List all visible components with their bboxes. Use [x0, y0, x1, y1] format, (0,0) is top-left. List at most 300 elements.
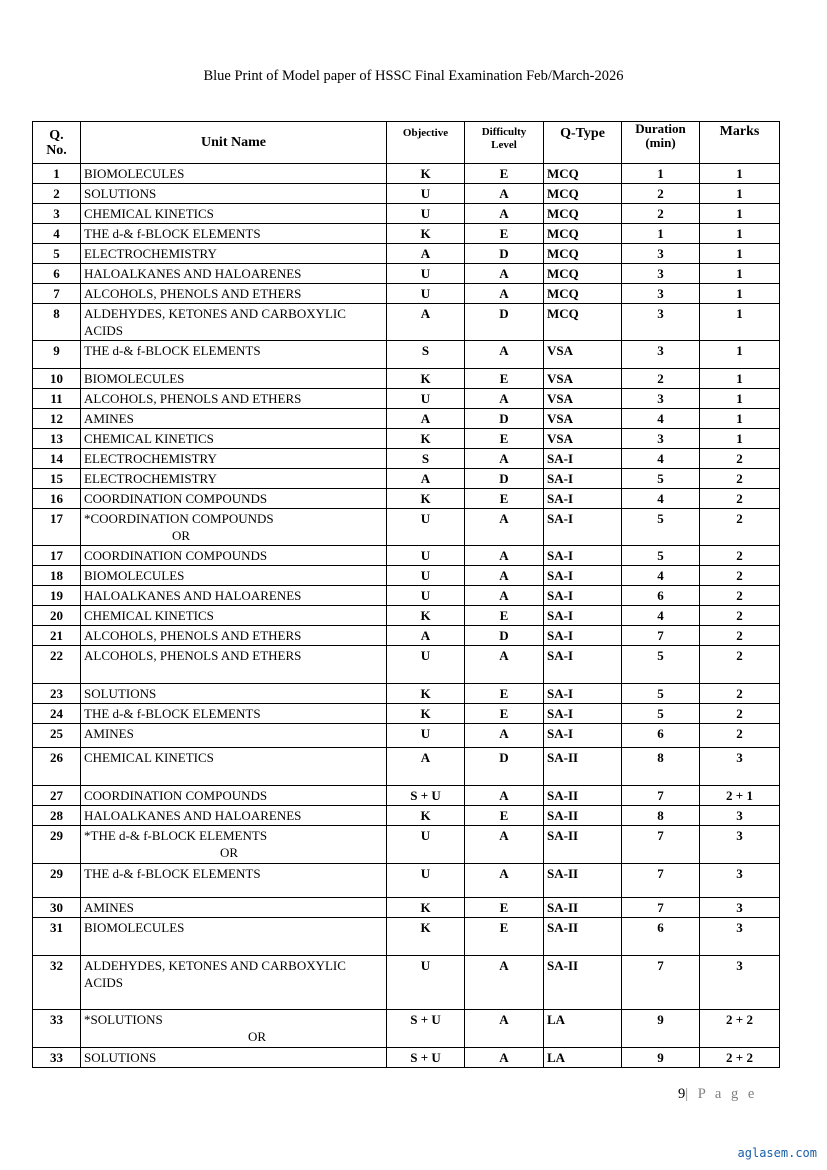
row-objective-text: A [420, 306, 431, 321]
row-unit-name-text: ALCOHOLS, PHENOLS AND ETHERS [84, 648, 302, 663]
row-qno-text: 19 [50, 588, 63, 603]
row-marks [700, 646, 780, 684]
row-difficulty [465, 606, 544, 626]
row-qno-text: 7 [53, 286, 60, 301]
row-qno-text: 20 [50, 608, 63, 623]
row-marks [700, 898, 780, 918]
row-marks-text: 1 [736, 343, 743, 358]
row-marks [700, 1048, 780, 1068]
row-unit-name [81, 806, 387, 826]
row-unit-name-text: BIOMOLECULES [84, 166, 185, 181]
row-objective [387, 586, 465, 606]
row-qno [33, 626, 81, 646]
row-qno [33, 264, 81, 284]
row-difficulty [465, 898, 544, 918]
row-difficulty [465, 369, 544, 389]
row-difficulty [465, 509, 544, 546]
table-row [33, 566, 780, 586]
row-objective-text: K [420, 808, 431, 823]
row-qno-text: 17 [50, 548, 63, 563]
row-objective-text: S + U [410, 1050, 441, 1065]
row-objective-text: U [420, 828, 431, 843]
row-objective [387, 469, 465, 489]
row-objective [387, 449, 465, 469]
row-qtype [544, 304, 622, 341]
row-marks [700, 806, 780, 826]
row-objective-text: U [420, 588, 431, 603]
row-unit-name-text: HALOALKANES AND HALOARENES [84, 266, 302, 281]
row-qno-text: 25 [50, 726, 63, 741]
row-difficulty-text: A [499, 343, 509, 358]
row-duration [622, 409, 700, 429]
row-qno [33, 224, 81, 244]
row-difficulty [465, 489, 544, 509]
row-difficulty [465, 284, 544, 304]
row-qtype-text: MCQ [547, 266, 579, 281]
row-unit-name [81, 786, 387, 806]
row-qtype [544, 786, 622, 806]
row-marks-text: 2 [736, 471, 743, 486]
row-qtype-text: SA-I [547, 706, 574, 721]
row-objective [387, 786, 465, 806]
row-marks [700, 566, 780, 586]
row-unit-name-text: CHEMICAL KINETICS [84, 608, 214, 623]
footer-watermark: aglasem.com [737, 1146, 817, 1160]
row-difficulty [465, 304, 544, 341]
row-unit-name [81, 724, 387, 748]
row-unit-name [81, 566, 387, 586]
row-marks-text: 3 [736, 828, 743, 843]
row-objective-text: A [420, 246, 431, 261]
row-marks-text: 2 [736, 548, 743, 563]
row-objective [387, 646, 465, 684]
header-unit-name: Unit Name [81, 122, 387, 164]
row-objective-text: A [420, 750, 431, 765]
row-unit-name [81, 1010, 387, 1048]
row-qtype-text: SA-I [547, 608, 574, 623]
row-marks-text: 2 [736, 686, 743, 701]
row-difficulty-text: A [499, 266, 509, 281]
row-duration-text: 4 [657, 568, 664, 583]
row-objective-text: U [420, 958, 431, 973]
row-marks-text: 3 [736, 750, 743, 765]
blueprint-table [32, 121, 780, 1068]
row-qtype-text: SA-II [547, 788, 579, 803]
row-marks-text: 2 [736, 568, 743, 583]
row-qtype-text: SA-II [547, 808, 579, 823]
row-qtype-text: MCQ [547, 246, 579, 261]
row-duration [622, 1048, 700, 1068]
row-marks-text: 3 [736, 866, 743, 881]
row-qno [33, 704, 81, 724]
row-or-text: OR [172, 528, 191, 543]
header-marks: Marks [700, 122, 780, 164]
row-qtype [544, 864, 622, 898]
row-qno [33, 898, 81, 918]
row-duration-text: 8 [657, 808, 664, 823]
row-objective-text: S + U [410, 788, 441, 803]
row-difficulty-text: D [499, 306, 509, 321]
row-objective-text: S [421, 451, 430, 466]
row-marks [700, 284, 780, 304]
row-qtype [544, 184, 622, 204]
row-unit-name [81, 244, 387, 264]
row-marks-text: 1 [736, 371, 743, 386]
row-objective [387, 806, 465, 826]
row-qno [33, 546, 81, 566]
row-unit-name [81, 449, 387, 469]
row-objective [387, 389, 465, 409]
row-marks [700, 586, 780, 606]
row-qno [33, 469, 81, 489]
row-difficulty-text: A [499, 206, 509, 221]
row-unit-name [81, 646, 387, 684]
page-number [678, 1086, 757, 1103]
row-objective [387, 748, 465, 786]
row-difficulty-text: A [499, 866, 509, 881]
row-qtype-text: VSA [547, 391, 574, 406]
row-duration [622, 786, 700, 806]
row-objective [387, 826, 465, 864]
page-label: | P a g e [685, 1086, 758, 1102]
row-difficulty [465, 806, 544, 826]
row-marks-text: 3 [736, 808, 743, 823]
row-difficulty-text: E [499, 431, 509, 446]
row-objective-text: U [420, 726, 431, 741]
row-duration-text: 7 [657, 828, 664, 843]
row-qno [33, 566, 81, 586]
row-qtype-text: SA-II [547, 958, 579, 973]
row-qtype [544, 606, 622, 626]
row-marks-text: 1 [736, 391, 743, 406]
row-difficulty-text: E [499, 166, 509, 181]
row-objective-text: U [420, 206, 431, 221]
row-qtype [544, 224, 622, 244]
row-marks-text: 2 + 2 [726, 1050, 753, 1065]
row-unit-name-text: ALCOHOLS, PHENOLS AND ETHERS [84, 628, 302, 643]
row-qtype [544, 264, 622, 284]
row-qno-text: 1 [53, 166, 60, 181]
row-unit-name [81, 369, 387, 389]
row-difficulty [465, 409, 544, 429]
row-qno-text: 29 [50, 866, 63, 881]
table-row [33, 164, 780, 184]
row-difficulty [465, 566, 544, 586]
table-row [33, 469, 780, 489]
row-qno-text: 24 [50, 706, 63, 721]
row-qno [33, 724, 81, 748]
row-difficulty [465, 864, 544, 898]
row-objective-text: K [420, 608, 431, 623]
row-duration-text: 4 [657, 451, 664, 466]
header-qtype: Q-Type [544, 122, 622, 164]
row-unit-name [81, 684, 387, 704]
row-qtype [544, 489, 622, 509]
row-difficulty [465, 264, 544, 284]
row-duration [622, 684, 700, 704]
row-marks [700, 724, 780, 748]
row-unit-name [81, 864, 387, 898]
row-marks [700, 449, 780, 469]
row-qtype [544, 646, 622, 684]
row-objective-text: K [420, 166, 431, 181]
row-qno [33, 369, 81, 389]
row-difficulty-text: D [499, 750, 509, 765]
row-duration [622, 546, 700, 566]
table-row [33, 704, 780, 724]
row-marks [700, 956, 780, 1010]
row-objective-text: U [420, 568, 431, 583]
row-unit-name-text: COORDINATION COMPOUNDS [84, 788, 268, 803]
row-qtype-text: SA-I [547, 628, 574, 643]
row-marks-text: 1 [736, 246, 743, 261]
row-unit-name-text: THE d-& f-BLOCK ELEMENTS [84, 706, 261, 721]
row-duration [622, 184, 700, 204]
row-unit-name [81, 898, 387, 918]
row-qno [33, 606, 81, 626]
row-marks [700, 429, 780, 449]
table-row [33, 786, 780, 806]
row-duration [622, 898, 700, 918]
row-qtype [544, 748, 622, 786]
row-duration-text: 4 [657, 608, 664, 623]
row-objective [387, 409, 465, 429]
row-qno [33, 864, 81, 898]
row-duration-text: 2 [657, 186, 664, 201]
row-objective-text: A [420, 471, 431, 486]
table-row [33, 224, 780, 244]
row-duration-text: 9 [657, 1050, 664, 1065]
row-difficulty-text: A [499, 186, 509, 201]
row-unit-name-text: SOLUTIONS [84, 686, 157, 701]
header-qno: Q. No. [33, 122, 81, 164]
table-row [33, 546, 780, 566]
row-duration [622, 164, 700, 184]
table-row [33, 284, 780, 304]
row-objective [387, 341, 465, 369]
row-qno [33, 244, 81, 264]
row-duration-text: 4 [657, 491, 664, 506]
row-unit-name-text: *SOLUTIONS [84, 1012, 163, 1027]
row-objective [387, 566, 465, 586]
row-objective-text: A [420, 411, 431, 426]
row-marks [700, 244, 780, 264]
row-unit-name-text: BIOMOLECULES [84, 568, 185, 583]
row-unit-name [81, 918, 387, 956]
row-qtype [544, 956, 622, 1010]
row-difficulty-text: A [499, 511, 509, 526]
row-marks [700, 224, 780, 244]
row-marks-text: 2 [736, 726, 743, 741]
row-marks [700, 626, 780, 646]
row-unit-name-text: CHEMICAL KINETICS [84, 206, 214, 221]
row-difficulty [465, 724, 544, 748]
row-duration [622, 284, 700, 304]
row-unit-name [81, 164, 387, 184]
row-difficulty-text: A [499, 568, 509, 583]
row-difficulty [465, 224, 544, 244]
row-qtype [544, 389, 622, 409]
row-qno [33, 341, 81, 369]
row-marks-text: 2 [736, 451, 743, 466]
row-objective-text: U [420, 648, 431, 663]
row-difficulty [465, 546, 544, 566]
row-objective [387, 164, 465, 184]
row-qno-text: 23 [50, 686, 63, 701]
row-qtype-text: SA-II [547, 866, 579, 881]
row-qno [33, 489, 81, 509]
row-qno-text: 26 [50, 750, 63, 765]
row-difficulty [465, 826, 544, 864]
table-row [33, 1010, 780, 1048]
row-unit-name-text: SOLUTIONS [84, 1050, 157, 1065]
row-qno [33, 204, 81, 224]
row-qno-text: 5 [53, 246, 60, 261]
row-qno-text: 32 [50, 958, 63, 973]
row-unit-name-text: AMINES [84, 726, 134, 741]
row-qtype-text: LA [547, 1050, 566, 1065]
row-marks-text: 2 [736, 608, 743, 623]
row-unit-name-text: AMINES [84, 900, 134, 915]
row-qtype [544, 449, 622, 469]
row-duration-text: 5 [657, 471, 664, 486]
row-qtype-text: SA-I [547, 726, 574, 741]
table-row [33, 449, 780, 469]
row-qtype-text: SA-II [547, 828, 579, 843]
row-duration-text: 2 [657, 371, 664, 386]
row-marks-text: 1 [736, 226, 743, 241]
row-qtype [544, 409, 622, 429]
row-objective [387, 244, 465, 264]
row-qtype [544, 586, 622, 606]
table-row [33, 864, 780, 898]
row-objective-text: K [420, 686, 431, 701]
row-objective-text: K [420, 920, 431, 935]
row-qtype [544, 341, 622, 369]
row-marks-text: 2 [736, 511, 743, 526]
row-difficulty [465, 918, 544, 956]
row-qno-text: 6 [53, 266, 60, 281]
row-marks [700, 304, 780, 341]
row-difficulty-text: E [499, 706, 509, 721]
row-unit-name [81, 469, 387, 489]
row-duration [622, 304, 700, 341]
row-unit-name [81, 489, 387, 509]
row-duration [622, 449, 700, 469]
table-row [33, 184, 780, 204]
row-unit-name [81, 184, 387, 204]
row-qno [33, 1048, 81, 1068]
row-qtype [544, 918, 622, 956]
row-qno-text: 22 [50, 648, 63, 663]
row-qno-text: 13 [50, 431, 63, 446]
row-difficulty-text: E [499, 371, 509, 386]
row-difficulty-text: A [499, 648, 509, 663]
row-objective [387, 224, 465, 244]
row-duration-text: 7 [657, 788, 664, 803]
row-objective [387, 264, 465, 284]
row-qtype-text: VSA [547, 371, 574, 386]
row-difficulty-text: E [499, 491, 509, 506]
row-marks-text: 1 [736, 411, 743, 426]
table-row [33, 646, 780, 684]
table-row [33, 606, 780, 626]
row-unit-name [81, 341, 387, 369]
row-duration-text: 3 [657, 431, 664, 446]
row-qno-text: 2 [53, 186, 60, 201]
row-qtype-text: SA-II [547, 750, 579, 765]
row-marks [700, 409, 780, 429]
row-marks [700, 704, 780, 724]
row-qno [33, 826, 81, 864]
row-objective-text: U [420, 286, 431, 301]
row-difficulty-text: A [499, 391, 509, 406]
row-qtype [544, 204, 622, 224]
row-difficulty [465, 164, 544, 184]
row-qtype [544, 684, 622, 704]
row-marks-text: 1 [736, 286, 743, 301]
row-objective-text: K [420, 706, 431, 721]
row-difficulty [465, 586, 544, 606]
row-qno-text: 3 [53, 206, 60, 221]
row-qno-text: 10 [50, 371, 63, 386]
row-unit-name [81, 304, 387, 341]
table-row [33, 264, 780, 284]
row-objective-text: A [420, 628, 431, 643]
row-unit-name-text: AMINES [84, 411, 134, 426]
row-unit-name-text: COORDINATION COMPOUNDS [84, 491, 268, 506]
row-qtype-text: LA [547, 1012, 566, 1027]
row-qtype [544, 546, 622, 566]
row-marks [700, 509, 780, 546]
row-duration [622, 509, 700, 546]
row-difficulty-text: A [499, 588, 509, 603]
row-objective [387, 1048, 465, 1068]
row-qno [33, 586, 81, 606]
row-unit-name-text: HALOALKANES AND HALOARENES [84, 808, 302, 823]
row-objective-text: S + U [410, 1012, 441, 1027]
header-duration: Duration (min) [622, 122, 700, 164]
row-duration-text: 2 [657, 206, 664, 221]
row-difficulty [465, 429, 544, 449]
row-difficulty-text: A [499, 788, 509, 803]
row-marks-text: 2 + 1 [726, 788, 753, 803]
row-unit-name [81, 509, 387, 546]
table-row [33, 626, 780, 646]
row-difficulty-text: E [499, 686, 509, 701]
row-marks [700, 748, 780, 786]
row-marks-text: 2 [736, 628, 743, 643]
row-objective [387, 704, 465, 724]
row-qno-text: 11 [50, 391, 63, 406]
row-marks [700, 264, 780, 284]
row-unit-name [81, 284, 387, 304]
row-duration [622, 566, 700, 586]
row-difficulty-text: A [499, 828, 509, 843]
row-difficulty [465, 748, 544, 786]
row-duration-text: 6 [657, 726, 664, 741]
row-difficulty-text: D [499, 411, 509, 426]
row-duration [622, 586, 700, 606]
row-marks [700, 369, 780, 389]
row-qtype-text: VSA [547, 431, 574, 446]
row-marks [700, 204, 780, 224]
table-row [33, 826, 780, 864]
row-duration-text: 5 [657, 686, 664, 701]
row-objective-text: K [420, 226, 431, 241]
row-marks-text: 2 [736, 491, 743, 506]
row-qno-text: 14 [50, 451, 63, 466]
